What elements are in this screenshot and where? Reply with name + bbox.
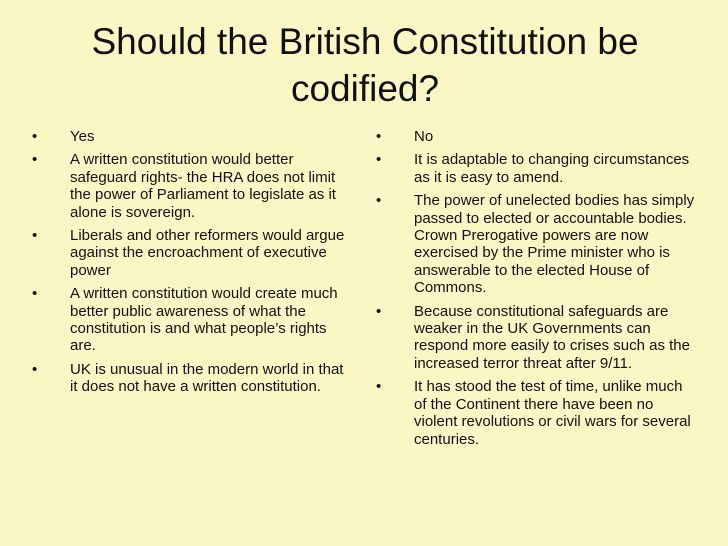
list-item	[376, 151, 696, 186]
list-item	[376, 192, 696, 296]
no-argument-list	[376, 128, 696, 454]
list-item	[32, 128, 347, 145]
bullet-icon: •	[376, 302, 382, 320]
list-item	[32, 227, 347, 279]
list-item-text: A written constitution would create much better public awareness of what the constitution is and what people’s rights are.	[70, 285, 338, 355]
bullet-icon: •	[32, 360, 38, 378]
bullet-icon: •	[32, 285, 38, 303]
slide-title: Should the British Constitution be codified?	[91, 21, 639, 109]
bullet-icon: •	[376, 192, 382, 210]
bullet-icon: •	[376, 151, 382, 169]
list-item-text: Yes	[70, 128, 95, 145]
yes-argument-list	[32, 128, 347, 402]
list-item	[376, 128, 696, 145]
list-item-text: It has stood the test of time, unlike much of the Continent there have been no violent revolutions or civil wars for several centuries.	[414, 378, 691, 448]
list-item-text: A written constitution would better safeguard rights- the HRA does not limit the power of Parliament to legislate as it alone is sovereign.	[70, 151, 336, 221]
list-item-text: Liberals and other reformers would argue against the encroachment of executive power	[70, 227, 345, 279]
list-item	[376, 378, 696, 448]
bullet-icon: •	[32, 227, 38, 245]
bullet-icon: •	[32, 128, 38, 145]
list-item	[32, 285, 347, 355]
list-item-text: No	[414, 128, 434, 145]
list-item-text: It is adaptable to changing circumstances as it is easy to amend.	[414, 151, 690, 186]
list-item	[376, 303, 696, 373]
list-item-text: UK is unusual in the modern world in that it does not have a written constitution.	[70, 360, 344, 396]
list-item-text: Because constitutional safeguards are weaker in the UK Governments can respond more easily to crises such as the increased terror threat after 9/11.	[414, 302, 690, 372]
bullet-icon: •	[376, 378, 382, 396]
list-item-text: The power of unelected bodies has simply passed to elected or accountable bodies. Crown Prerogative powers are now exercised by the Prime minister who is answerable to the elected House of Commons.	[414, 192, 695, 297]
bullet-icon: •	[32, 151, 38, 169]
list-item	[32, 361, 347, 396]
list-item	[32, 151, 347, 221]
bullet-icon: •	[376, 128, 382, 145]
